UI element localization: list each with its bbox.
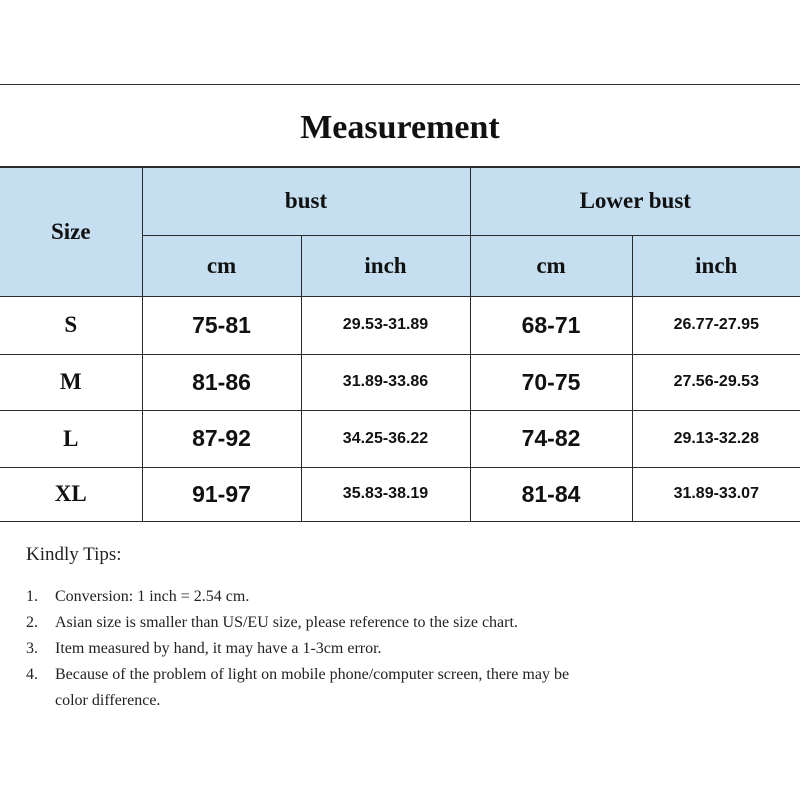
list-item [26, 584, 766, 610]
bust-cm-cell: 75-81 [142, 296, 301, 354]
lower-bust-inch-cell: 26.77-27.95 [632, 296, 800, 354]
size-table [0, 166, 800, 522]
tip-number: 1. [26, 588, 38, 605]
bust-inch-cell: 29.53-31.89 [301, 296, 470, 354]
bust-inch-header: inch [301, 235, 470, 296]
lower-bust-cm-cell: 70-75 [470, 354, 632, 410]
tip-number: 3. [26, 640, 38, 657]
table-row [0, 296, 800, 354]
lower-bust-group-header: Lower bust [470, 167, 800, 235]
size-column-header: Size [0, 167, 142, 296]
tip-text: Asian size is smaller than US/EU size, please reference to the size chart. [55, 614, 518, 631]
bust-inch-cell: 35.83-38.19 [301, 467, 470, 521]
list-item [26, 662, 766, 714]
lower-bust-cm-cell: 68-71 [470, 296, 632, 354]
bust-inch-cell: 31.89-33.86 [301, 354, 470, 410]
size-cell: S [0, 296, 142, 354]
size-cell: M [0, 354, 142, 410]
lower-bust-cm-header: cm [470, 235, 632, 296]
size-cell: XL [0, 467, 142, 521]
table-row [0, 467, 800, 521]
lower-bust-inch-cell: 29.13-32.28 [632, 410, 800, 467]
table-row [0, 354, 800, 410]
tip-text-continued: color difference. [55, 692, 161, 709]
bust-cm-cell: 81-86 [142, 354, 301, 410]
tips-heading: Kindly Tips: [26, 544, 122, 565]
lower-bust-cm-cell: 74-82 [470, 410, 632, 467]
top-divider [0, 84, 800, 85]
tip-text: Because of the problem of light on mobile phone/computer screen, there may be [55, 666, 570, 683]
lower-bust-inch-header: inch [632, 235, 800, 296]
table-row [0, 410, 800, 467]
bust-group-header: bust [142, 167, 470, 235]
list-item [26, 610, 766, 636]
kindly-tips [26, 540, 766, 714]
bust-inch-cell: 34.25-36.22 [301, 410, 470, 467]
tip-number: 2. [26, 614, 38, 631]
size-cell: L [0, 410, 142, 467]
lower-bust-inch-cell: 31.89-33.07 [632, 467, 800, 521]
tip-text: Conversion: 1 inch = 2.54 cm. [55, 588, 250, 605]
tips-list [26, 584, 766, 714]
bust-cm-cell: 91-97 [142, 467, 301, 521]
tip-text: Item measured by hand, it may have a 1-3cm error. [55, 640, 382, 657]
list-item [26, 636, 766, 662]
bust-cm-cell: 87-92 [142, 410, 301, 467]
tip-number: 4. [26, 666, 38, 683]
lower-bust-inch-cell: 27.56-29.53 [632, 354, 800, 410]
lower-bust-cm-cell: 81-84 [470, 467, 632, 521]
bust-cm-header: cm [142, 235, 301, 296]
page-title: Measurement [300, 109, 500, 146]
